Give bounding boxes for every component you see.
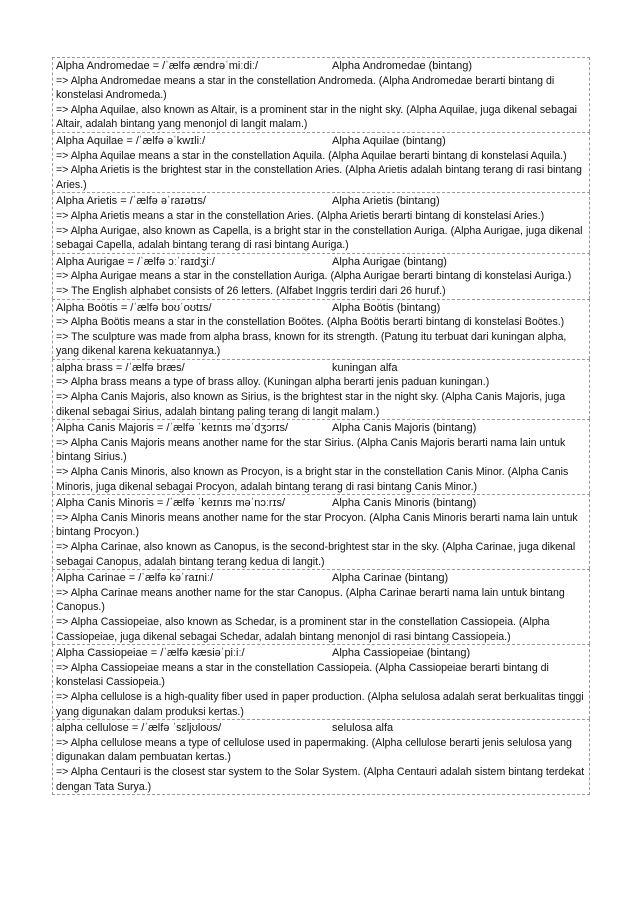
entry-translation: Alpha Cassiopeiae (bintang) — [332, 647, 471, 660]
example-sentence: => The sculpture was made from alpha brass, known for its strength. (Patung itu terbuat dari kuningan alpha, yang dikenal karena kekuatannya.) — [56, 330, 567, 358]
example-sentence: => Alpha Aurigae means a star in the constellation Auriga. (Alpha Aurigae berarti bintang di konstelasi Auriga.) — [56, 270, 572, 283]
entry-translation: selulosa alfa — [332, 722, 394, 735]
dictionary-entry — [52, 132, 590, 192]
dictionary-page — [52, 57, 590, 795]
entry-header — [56, 255, 587, 270]
entry-translation: Alpha Canis Majoris (bintang) — [332, 422, 477, 435]
dictionary-entry — [52, 57, 590, 132]
example-sentence: => Alpha Andromedae means a star in the constellation Andromeda. (Alpha Andromedae berarti bintang di konstelasi Andromeda.) — [56, 74, 555, 102]
entry-term: Alpha Arietis = /ˈælfə əˈraɪətɪs/ — [56, 195, 206, 208]
entry-term: Alpha Andromedae = /ˈælfə ændrəˈmiːdiː/ — [56, 60, 259, 72]
example-sentence: => Alpha Cassiopeiae means a star in the constellation Cassiopeia. (Alpha Cassiopeiae berarti bintang di konstelasi Cassiopeia.) — [56, 661, 549, 689]
entry-header — [56, 301, 587, 316]
example-sentence: => Alpha Aquilae means a star in the constellation Aquila. (Alpha Aquilae berarti bintang di konstelasi Aquila.) — [56, 149, 567, 162]
entry-header — [56, 59, 587, 74]
example-sentence: => Alpha Canis Majoris means another name for the star Sirius. (Alpha Canis Majoris berarti nama lain untuk bintang Sirius.) — [56, 436, 566, 464]
dictionary-entry — [52, 299, 590, 359]
entry-term: Alpha Aurigae = /ˈælfə ɔːˈraɪdʒiː/ — [56, 255, 215, 268]
example-sentence: => Alpha Canis Minoris, also known as Procyon, is a bright star in the constellation Canis Minor. (Alpha Canis Minoris, juga dikenal sebagai Procyon, adalah bintang terang di rasi bintang Canis Minor.) — [56, 466, 569, 493]
entry-term: Alpha Boötis = /ˈælfə boʊˈoʊtɪs/ — [56, 301, 212, 314]
dictionary-entry — [52, 644, 590, 719]
example-sentence: => Alpha Canis Minoris means another name for the star Procyon. (Alpha Canis Minoris berarti nama lain untuk bintang Procyon.) — [56, 511, 578, 539]
entry-header — [56, 721, 587, 736]
dictionary-entry — [52, 569, 590, 644]
example-sentence: => Alpha Aquilae, also known as Altair, is a prominent star in the night sky. (Alpha Aquilae, juga dikenal sebagai Altair, adalah bintang yang menonjol di langit malam.) — [56, 103, 577, 131]
example-sentence: => Alpha Cassiopeiae, also known as Schedar, is a prominent star in the constellation Cassiopeia. (Alpha Cassiopeiae, juga dikenal sebagai Schedar, adalah bintang menonjol di rasi bintang Cassiopeia.) — [56, 615, 550, 643]
entry-translation: Alpha Arietis (bintang) — [332, 195, 440, 208]
entry-header — [56, 194, 587, 209]
dictionary-entry — [52, 359, 590, 419]
entry-translation: kuningan alfa — [332, 361, 398, 374]
entry-term: alpha cellulose = /ˈælfə ˈsɛljʊloʊs/ — [56, 722, 222, 735]
entry-term: Alpha Aquilae = /ˈælfə əˈkwɪliː/ — [56, 134, 206, 147]
entry-translation: Alpha Canis Minoris (bintang) — [332, 497, 477, 510]
entry-header — [56, 496, 587, 511]
example-sentence: => Alpha Aurigae, also known as Capella, is a bright star in the constellation Auriga. (Alpha Aurigae, juga dikenal sebagai Capella, adalah bintang terang di rasi bintang Auriga.) — [56, 224, 583, 252]
dictionary-entry — [52, 494, 590, 569]
entry-translation: Alpha Aurigae (bintang) — [332, 255, 447, 268]
entry-header — [56, 646, 587, 661]
entry-translation: Alpha Boötis (bintang) — [332, 301, 441, 314]
example-sentence: => Alpha brass means a type of brass alloy. (Kuningan alpha berarti jenis paduan kuningan.) — [56, 376, 490, 389]
dictionary-entry — [52, 192, 590, 252]
entry-header — [56, 361, 587, 376]
example-sentence: => Alpha Canis Majoris, also known as Sirius, is the brightest star in the night sky. (Alpha Canis Majoris, juga dikenal sebagai Sirius, adalah bintang paling terang di langit malam.) — [56, 391, 566, 418]
example-sentence: => The English alphabet consists of 26 letters. (Alfabet Inggris terdiri dari 26 huruf.) — [56, 284, 446, 297]
example-sentence: => Alpha Carinae means another name for the star Canopus. (Alpha Carinae berarti nama lain untuk bintang Canopus.) — [56, 586, 565, 614]
entry-translation: Alpha Carinae (bintang) — [332, 572, 449, 585]
entry-term: Alpha Canis Majoris = /ˈælfə ˈkeɪnɪs məˈdʒɔrɪs/ — [56, 422, 289, 435]
example-sentence: => Alpha cellulose means a type of cellulose used in papermaking. (Alpha cellulose berarti jenis selulosa yang digunakan dalam pembuatan kertas.) — [56, 736, 572, 764]
entry-term: alpha brass = /ˈælfə bræs/ — [56, 361, 185, 374]
entry-term: Alpha Cassiopeiae = /ˈælfə kæsiəˈpiːiː/ — [56, 647, 245, 660]
dictionary-entry — [52, 419, 590, 494]
example-sentence: => Alpha Arietis means a star in the constellation Aries. (Alpha Arietis berarti bintang di konstelasi Aries.) — [56, 209, 545, 222]
entry-header — [56, 421, 587, 436]
example-sentence: => Alpha Centauri is the closest star system to the Solar System. (Alpha Centauri adalah sistem bintang terdekat dengan Tata Surya.) — [56, 765, 585, 793]
example-sentence: => Alpha Arietis is the brightest star in the constellation Aries. (Alpha Arietis adalah bintang terang di rasi bintang Aries.) — [56, 164, 582, 191]
entry-term: Alpha Canis Minoris = /ˈælfə ˈkeɪnɪs məˈnɔːrɪs/ — [56, 497, 286, 510]
dictionary-entry — [52, 719, 590, 795]
dictionary-entry — [52, 253, 590, 299]
example-sentence: => Alpha Carinae, also known as Canopus, is the second-brightest star in the sky. (Alpha Carinae, juga dikenal sebagai Canopus, adalah bintang terang kedua di langit.) — [56, 541, 576, 568]
entry-header — [56, 571, 587, 586]
entry-translation: Alpha Andromedae (bintang) — [332, 60, 473, 72]
entry-header — [56, 134, 587, 149]
entry-translation: Alpha Aquilae (bintang) — [332, 134, 446, 147]
entry-term: Alpha Carinae = /ˈælfə kəˈraɪniː/ — [56, 572, 214, 585]
example-sentence: => Alpha Boötis means a star in the constellation Boötes. (Alpha Boötis berarti bintang di konstelasi Boötes.) — [56, 316, 565, 329]
example-sentence: => Alpha cellulose is a high-quality fiber used in paper production. (Alpha selulosa adalah serat berkualitas tinggi yang digunakan dalam produksi kertas.) — [56, 690, 584, 718]
